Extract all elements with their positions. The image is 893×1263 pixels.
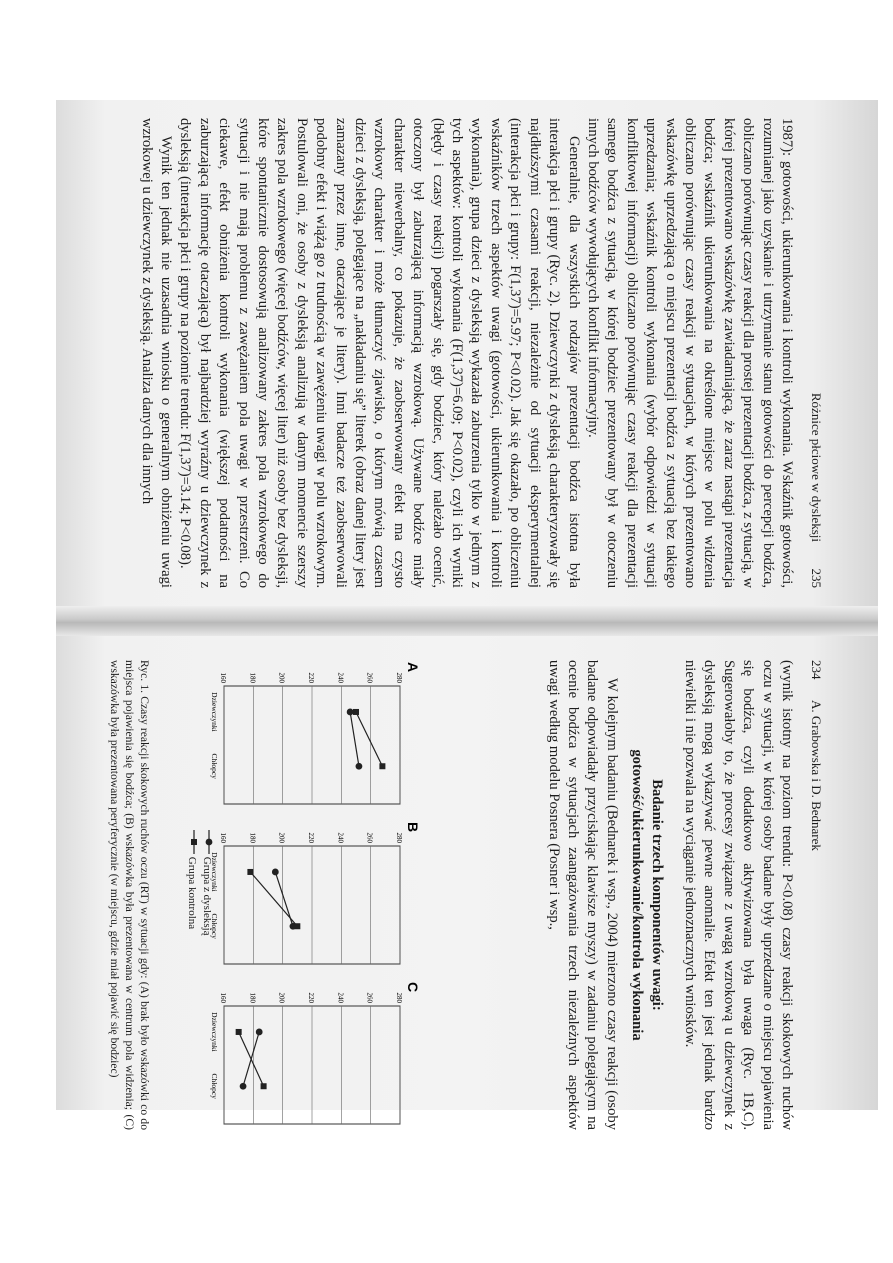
y-tick-label: 240 [336, 992, 345, 1003]
legend-item-control [184, 830, 199, 936]
running-header [806, 660, 824, 1130]
data-point-circle [347, 709, 354, 716]
series-line [350, 712, 359, 766]
y-tick-label: 220 [307, 992, 315, 1003]
y-tick-label: 220 [307, 672, 315, 683]
y-tick-label: 160 [219, 832, 227, 843]
panel-label: B [405, 822, 421, 833]
legend-square-marker [189, 830, 199, 854]
paragraph: (wynik istotny na poziom trendu: P<0.08) czasy reakcji skokowych ruchów oczu w sytuacji, w której osoby badane były uprzedzane o miejscu pojawienia się bodźca, czyli dodatkowo aktywizowana była uwaga (Ryc. 1B,C). Sugerowałoby to, że procesy związane z uwagą wzrokową u dziewczynek z dysleksją mogą wykazywać pewne anomalie. Efekt ten jest jednak bardzo niewielki i nie pozwala na wyciąganie jednoznacznych wniosków. [681, 660, 795, 1130]
chart-a [210, 660, 421, 810]
x-tick-label: Dziewczynki [210, 1012, 219, 1052]
x-tick-label: Dziewczynki [210, 852, 219, 892]
y-tick-label: 160 [219, 992, 227, 1003]
paragraph: 1987): gotowości, ukierunkowania i kontroli wykonania. Wskaźnik gotowości, rozumianej jako uzyskanie i utrzymanie stanu gotowości do percepcji bodźca, obliczano porównując czasy reakcji dla prostej prezentacji bodźca, z sytuacją, w której prezentowano wskazówkę zawiadamiającą, że zaraz nastąpi prezentacja bodźca; wskaźnik ukierunkowania na określone miejsce w polu widzenia obliczano porównując czasy reakcji w sytuacjach, w których prezentowano wskazówkę uprzedzającą o miejscu prezentacji bodźca z sytuacją bez takiego uprzedzania; wskaźnik kontroli wykonania (wybór odpowiedzi w sytuacji konfliktowej informacji) obliczano porównując czasy reakcji dla prezentacji samego bodźca z sytuacją, w której bodziec prezentowany był w otoczeniu innych bodźców wywołujących konflikt informacyjny. [584, 118, 795, 588]
y-tick-label: 240 [336, 672, 345, 683]
legend-item-dyslexia [199, 830, 214, 936]
x-tick-label: Chłopcy [210, 1073, 219, 1099]
legend-label: Grupa z dysleksją [201, 856, 213, 936]
x-tick-label: Chłopcy [210, 913, 219, 939]
data-point-square [261, 1083, 267, 1089]
data-point-square [236, 1029, 242, 1035]
y-tick-label: 280 [395, 672, 403, 683]
y-tick-label: 180 [248, 672, 257, 683]
y-tick-label: 260 [365, 672, 374, 683]
page-235 [78, 108, 838, 598]
body-text [543, 660, 796, 1130]
y-tick-label: 180 [248, 832, 257, 843]
data-point-circle [240, 1083, 247, 1090]
series-line [239, 1032, 264, 1086]
page-234 [78, 650, 838, 1140]
chart-b [210, 820, 421, 970]
y-tick-label: 220 [307, 832, 315, 843]
x-tick-label: Dziewczynki [210, 692, 219, 732]
data-point-square [247, 869, 253, 875]
y-tick-label: 280 [395, 992, 403, 1003]
y-tick-label: 200 [277, 992, 286, 1003]
figure-panel-a [162, 660, 420, 810]
y-tick-label: 200 [277, 832, 286, 843]
series-line [250, 872, 297, 926]
y-tick-label: 240 [336, 832, 345, 843]
y-tick-label: 160 [219, 672, 227, 683]
figure-panel-c [162, 980, 420, 1130]
body-text [136, 118, 796, 588]
data-point-circle [272, 869, 279, 876]
legend-circle-marker [204, 830, 214, 854]
legend-label: Grupa kontrolna [186, 856, 198, 930]
y-tick-label: 200 [277, 672, 286, 683]
data-point-circle [256, 1029, 263, 1036]
section-heading [627, 660, 666, 1130]
series-line [356, 712, 382, 766]
paragraph: W kolejnym badaniu (Bednarek i wsp., 2004) mierzono czasy reakcji (osoby badane odpowiadały przyciskając klawisze myszy) w zadaniu polegającym na ocenie bodźca w sytuacjach zaangażowania trzech niezależnych aspektów uwagi według modelu Posnera (Posner i wsp., [545, 660, 620, 1130]
section-title-line-2: gotowość/ukierunkowanie/kontrola wykonania [629, 749, 646, 1041]
panel-label: C [405, 982, 421, 993]
section-title-line-1: Badanie trzech komponentów uwagi: [648, 779, 665, 1011]
panel-label: A [405, 662, 421, 673]
chart-c [210, 980, 421, 1130]
book-spine-shadow [56, 606, 878, 636]
running-head-title: A. Grabowska i D. Bednarek [809, 700, 824, 851]
data-point-circle [356, 763, 363, 770]
y-tick-label: 280 [395, 832, 403, 843]
y-tick-label: 260 [365, 832, 374, 843]
running-head-title: Różnice płciowe w dysleksji [809, 392, 824, 542]
running-header [806, 118, 824, 588]
chart-legend [184, 830, 214, 936]
page-number: 234 [809, 660, 824, 680]
figure-1 [162, 660, 420, 1130]
data-point-square [353, 709, 359, 715]
paragraph: Wynik ten jednak nie uzasadnia wniosku o generalnym obniżeniu uwagi wzrokowej u dziewczynek z dysleksją. Analiza danych dla innych [138, 118, 174, 588]
x-tick-label: Chłopcy [210, 753, 219, 779]
paragraph: Generalnie, dla wszystkich rodzajów prezentacji bodźca istotna była interakcja płci i grupy (Ryc. 2). Dziewczynki z dysleksją charakteryzowały się najdłuższymi czasami reakcji, niezależnie od sytuacji eksperymentalnej (interakcja płci i grupy: F(1,37)=5.97; P<0.02). Jak się okazało, po obliczeniu wskaźników trzech aspektów uwagi (gotowości, ukierunkowania i kontroli wykonania), grupa dzieci z dysleksją wykazała zaburzenia tylko w jednym z tych aspektów: kontroli wykonania (F(1,37)=6.09; P<0.02), czyli ich wyniki (błędy i czasy reakcji) pogarszały się, gdy bodziec, który należało ocenić, otoczony był zaburzającą informacją wzrokową. Używane bodźce miały charakter niewerbalny, co pokazuje, że zaobserwowany efekt ma czysto wzrokowy charakter i może tłumaczyć zjawisko, o którym mówią czasem dzieci z dysleksją, polegające na „nakładaniu się” literek (obraz danej litery jest zamazany przez inne, otaczające je litery). Inni badacze też zaobserwowali podobny efekt i wiążą go z trudnością w zawężeniu uwagi w polu wzrokowym. Postulowali oni, że osoby z dysleksją analizują w danym momencie szerszy zakres pola wzrokowego (więcej bodźców, więcej liter) niż osoby bez dysleksji, które spontanicznie dostosowują analizowany zakres pola wzrokowego do sytuacji i nie mają problemu z zawężaniem pola uwagi w przestrzeni. Co ciekawe, efekt obniżenia kontroli wykonania (większej podatności na zaburzającą informację otaczającą) był najbardziej wyraźny u dziewczynek z dysleksją (interakcja płci i grupy na poziomie trendu: F(1,37)=3.14; P<0.08). [177, 118, 582, 588]
y-tick-label: 180 [248, 992, 257, 1003]
data-point-square [294, 923, 300, 929]
figure-caption: Ryc. 1. Czasy reakcji skokowych ruchów oczu (RT) w sytuacji gdy: (A) brak było wskazówki co do miejsca pojawienia się bodźca; (B) wskazówka była prezentowana w centrum pola widzenia; (C) wskazówka była prezentowana peryferycznie (w miejscu, gdzie miał pojawić się bodziec) [108, 660, 151, 1130]
page-number: 235 [809, 568, 824, 588]
data-point-square [379, 763, 385, 769]
y-tick-label: 260 [365, 992, 374, 1003]
